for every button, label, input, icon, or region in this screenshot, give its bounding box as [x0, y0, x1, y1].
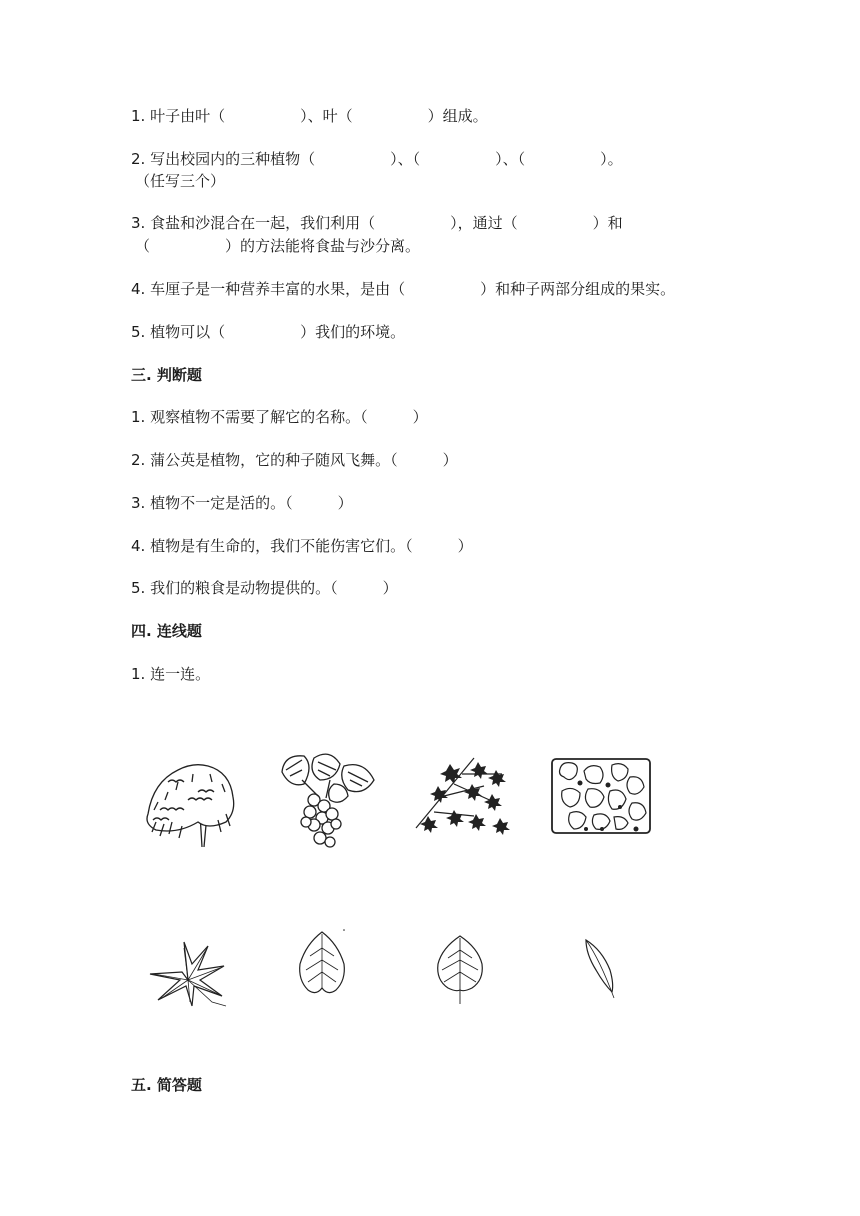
heart-shaped-leaf-image [296, 928, 348, 1004]
fill-question-4: 4. 车厘子是一种营养丰富的水果，是由（ ）和种子两部分组成的果实。 [131, 280, 676, 298]
section-5-title: 五. 简答题 [131, 1076, 202, 1094]
judge-item-1: 1. 观察植物不需要了解它的名称。（ ） [131, 408, 428, 426]
judge-item-2: 2. 蒲公英是植物，它的种子随风飞舞。（ ） [131, 451, 458, 469]
fill-question-2: 2. 写出校园内的三种植物（ ）、（ ）、（ ）。 [131, 150, 623, 168]
section-4-title: 四. 连线题 [131, 622, 202, 640]
sweet-potato-leaves-image [550, 757, 652, 835]
fill-question-1: 1. 叶子由叶（ ）、叶（ ）组成。 [131, 107, 488, 125]
judge-item-5: 5. 我们的粮食是动物提供的。（ ） [131, 579, 398, 597]
judge-item-4: 4. 植物是有生命的，我们不能伤害它们。（ ） [131, 537, 473, 555]
fill-question-5: 5. 植物可以（ ）我们的环境。 [131, 323, 406, 341]
section-3-title: 三. 判断题 [131, 366, 202, 384]
willow-leaf-image [582, 936, 618, 1000]
maple-branches-image [414, 756, 510, 838]
judge-item-3: 3. 植物不一定是活的。（ ） [131, 494, 353, 512]
willow-tree-image [138, 752, 238, 852]
fill-question-3: 3. 食盐和沙混合在一起，我们利用（ ），通过（ ）和 [131, 214, 623, 232]
maple-leaf-image [148, 940, 226, 1008]
ovate-leaf-image [434, 934, 486, 1006]
match-question-1: 1. 连一连。 [131, 665, 211, 683]
paulownia-blossom-image [274, 750, 378, 854]
fill-question-2-note: （任写三个） [135, 172, 226, 190]
fill-question-3-cont: （ ）的方法能将食盐与沙分离。 [135, 237, 421, 255]
